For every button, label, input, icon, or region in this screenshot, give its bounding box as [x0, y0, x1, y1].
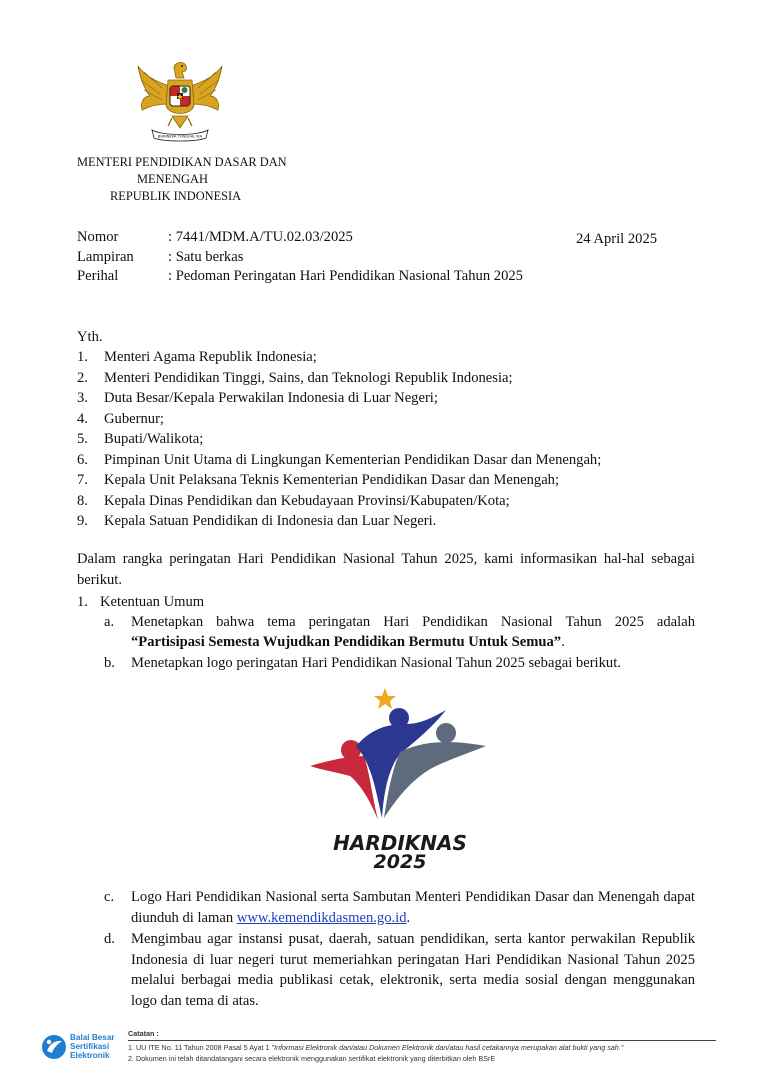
recipient-num: 7.: [77, 472, 88, 488]
header-line3: REPUBLIK INDONESIA: [110, 189, 242, 203]
note1-prefix: 1. UU ITE No. 11 Tahun 2008 Pasal 5 Ayat 1: [128, 1043, 272, 1052]
header-line1: MENTERI PENDIDIKAN DASAR DAN: [77, 155, 287, 169]
recipient-num: 4.: [77, 410, 88, 427]
letter-date: 24 April 2025: [576, 231, 658, 247]
recipient-num: 3.: [77, 390, 88, 406]
theme-bold: “Partisipasi Semesta Wujudkan Pendidikan Bermutu Untuk Semua”: [131, 634, 562, 650]
item-b-text: Menetapkan logo peringatan Hari Pendidikan Nasional Tahun 2025 sebagai berikut.: [131, 655, 621, 671]
recipient-num: 6.: [77, 451, 88, 468]
logo-line2: 2025: [373, 851, 427, 873]
footer-note1: [128, 1043, 623, 1052]
recipient-item: Pimpinan Unit Utama di Lingkungan Kementerian Pendidikan Dasar dan Menengah;: [104, 451, 602, 468]
footer-note2: 2. Dokumen ini telah ditandatangani secara elektronik menggunakan sertifikat elektronik yang diterbitkan oleh BSrE: [128, 1054, 496, 1063]
recipient-num: 1.: [77, 349, 88, 365]
item-c-text: Logo Hari Pendidikan Nasional serta Sambutan Menteri Pendidikan Dasar dan Menengah dapat diunduh di laman: [131, 889, 695, 926]
note1-quote: "Informasi Elektronik dan/atau Dokumen Elektronik dan/atau hasil cetakannya merupakan alat bukti yang sah.": [271, 1043, 624, 1052]
nomor-value: : 7441/MDM.A/TU.02.03/2025: [168, 229, 353, 245]
nomor-label: Nomor: [77, 229, 119, 245]
recipient-item: Menteri Agama Republik Indonesia;: [104, 349, 317, 365]
recipient-item: Kepala Satuan Pendidikan di Indonesia dan Luar Negeri.: [104, 513, 437, 529]
item-c-paragraph: [131, 887, 695, 928]
item-a-theme: [131, 632, 565, 653]
recipient-item: Bupati/Walikota;: [104, 431, 204, 447]
section1-num: 1.: [77, 594, 88, 610]
recipient-item: Menteri Pendidikan Tinggi, Sains, dan Teknologi Republik Indonesia;: [104, 369, 513, 386]
hardiknas-logo: [300, 684, 500, 874]
footer-catatan: Catatan :: [128, 1029, 159, 1038]
recipient-item: Gubernur;: [104, 410, 164, 427]
recipient-num: 9.: [77, 513, 88, 529]
recipient-num: 2.: [77, 369, 88, 386]
section1-title: Ketentuan Umum: [100, 594, 205, 610]
garuda-emblem: [132, 58, 228, 144]
perihal-label: Perihal: [77, 268, 119, 284]
logo-line1: HARDIKNAS: [333, 831, 467, 855]
recipient-item: Kepala Dinas Pendidikan dan Kebudayaan Provinsi/Kabupaten/Kota;: [104, 492, 510, 509]
recipient-num: 5.: [77, 431, 88, 447]
lampiran-value: : Satu berkas: [168, 249, 244, 265]
star-icon: [374, 688, 396, 709]
item-b-label: b.: [104, 655, 115, 671]
bsre-logo: [40, 1033, 130, 1063]
emblem-motto: BHINNEKA TUNGGAL IKA: [157, 134, 203, 139]
recipient-num: 8.: [77, 492, 88, 509]
perihal-value: : Pedoman Peringatan Hari Pendidikan Nasional Tahun 2025: [168, 268, 523, 284]
header-line2: MENENGAH: [137, 172, 208, 186]
kemendikdasmen-link[interactable]: www.kemendikdasmen.go.id: [236, 909, 407, 926]
bsre-line2: Sertifikasi: [70, 1042, 110, 1051]
recipient-item: Kepala Unit Pelaksana Teknis Kementerian Pendidikan Dasar dan Menengah;: [104, 472, 560, 488]
bsre-icon: [40, 1033, 68, 1061]
intro-paragraph: Dalam rangka peringatan Hari Pendidikan Nasional Tahun 2025, kami informasikan hal-hal sebagai berikut.: [77, 551, 695, 588]
recipient-item: Duta Besar/Kepala Perwakilan Indonesia di Luar Negeri;: [104, 390, 438, 406]
item-a-text: Menetapkan bahwa tema peringatan Hari Pendidikan Nasional Tahun 2025 adalah: [131, 614, 695, 630]
bsre-line3: Elektronik: [70, 1051, 110, 1060]
footer-rule: [128, 1040, 716, 1041]
item-c-label: c.: [104, 889, 115, 905]
item-a-label: a.: [104, 614, 115, 630]
bsre-line1: Balai Besar: [70, 1033, 115, 1042]
lampiran-label: Lampiran: [77, 249, 134, 265]
salutation: Yth.: [77, 329, 103, 345]
item-d-label: d.: [104, 931, 115, 947]
theme-period: .: [561, 634, 565, 650]
item-c-period: .: [406, 909, 411, 926]
item-d-text: Mengimbau agar instansi pusat, daerah, satuan pendidikan, serta kantor perwakilan Republik Indonesia di luar negeri turut memeriahkan peringatan Hari Pendidikan Nasional Tahun 2025 melalui berbagai media publikasi cetak, elektronik, serta media sosial dengan menggunakan logo dan tema di atas.: [131, 931, 695, 1009]
